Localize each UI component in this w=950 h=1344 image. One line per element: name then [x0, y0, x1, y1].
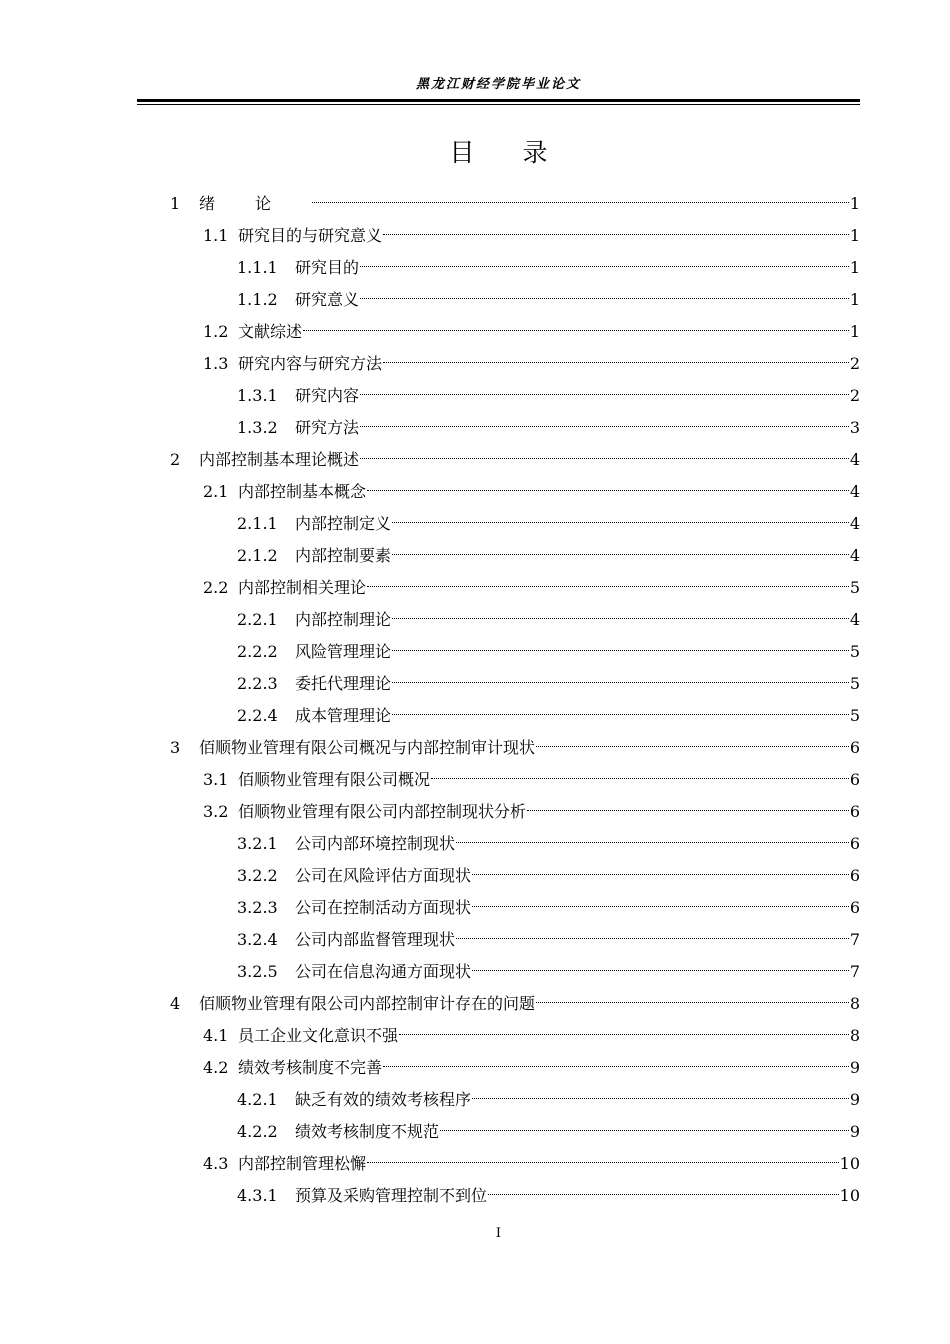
toc-entry-title: 公司内部环境控制现状 — [295, 834, 456, 853]
toc-entry-title: 内部控制定义 — [295, 514, 392, 533]
toc-entry-title: 绪论 — [199, 194, 312, 213]
toc-entry-page: 4 — [849, 482, 860, 501]
toc-entry[interactable] — [170, 188, 860, 220]
toc-entry-number: 3.2.3 — [237, 898, 278, 917]
toc-entry-page: 4 — [849, 610, 860, 629]
toc-dot-leader — [392, 618, 849, 619]
toc-entry-number: 3.1 — [203, 770, 229, 789]
toc-entry-number: 3.2.1 — [237, 834, 278, 853]
toc-entry-title: 佰顺物业管理有限公司内部控制现状分析 — [238, 802, 527, 821]
toc-entry-title: 研究内容与研究方法 — [238, 354, 383, 373]
toc-entry-number: 3.2 — [203, 802, 229, 821]
toc-entry-title: 研究意义 — [295, 290, 360, 309]
toc-entry-page: 6 — [849, 898, 860, 917]
toc-entry-page: 7 — [849, 962, 860, 981]
toc-entry-title: 研究目的与研究意义 — [238, 226, 383, 245]
toc-entry[interactable] — [237, 636, 860, 668]
toc-entry-number: 3.2.5 — [237, 962, 278, 981]
toc-entry[interactable] — [203, 476, 860, 508]
toc-entry-page: 2 — [849, 354, 860, 373]
toc-entry-title: 文献综述 — [238, 322, 303, 341]
toc-entry-number: 1.3.2 — [237, 418, 278, 437]
toc-entry[interactable] — [237, 1084, 860, 1116]
toc-entry-number: 2.2 — [203, 578, 229, 597]
toc-title-right: 录 — [522, 138, 548, 167]
toc-entry-title: 内部控制管理松懈 — [238, 1154, 367, 1173]
toc-entry-page: 6 — [849, 738, 860, 757]
toc-dot-leader — [360, 394, 849, 395]
toc-entry-title: 员工企业文化意识不强 — [238, 1026, 399, 1045]
toc-entry-title: 研究内容 — [295, 386, 360, 405]
toc-entry[interactable] — [170, 732, 860, 764]
toc-entry-page: 3 — [849, 418, 860, 437]
toc-dot-leader — [392, 554, 849, 555]
toc-dot-leader — [360, 298, 849, 299]
toc-dot-leader — [383, 1066, 849, 1067]
toc-entry[interactable] — [237, 860, 860, 892]
toc-entry-title: 成本管理理论 — [295, 706, 392, 725]
toc-dot-leader — [472, 970, 849, 971]
toc-dot-leader — [399, 1034, 849, 1035]
toc-entry[interactable] — [237, 892, 860, 924]
toc-entry-number: 3.2.4 — [237, 930, 278, 949]
toc-entry-title: 佰顺物业管理有限公司概况与内部控制审计现状 — [199, 738, 536, 757]
toc-entry[interactable] — [237, 284, 860, 316]
toc-entry-title: 研究目的 — [295, 258, 360, 277]
toc-entry-title: 内部控制相关理论 — [238, 578, 367, 597]
toc-entry[interactable] — [237, 604, 860, 636]
toc-entry-title: 绩效考核制度不规范 — [295, 1122, 440, 1141]
toc-entry[interactable] — [237, 252, 860, 284]
toc-entry-page: 8 — [849, 994, 860, 1013]
toc-entry-number: 4.3.1 — [237, 1186, 278, 1205]
toc-entry-title: 佰顺物业管理有限公司内部控制审计存在的问题 — [199, 994, 536, 1013]
toc-dot-leader — [456, 938, 849, 939]
toc-dot-leader — [527, 810, 849, 811]
toc-dot-leader — [360, 266, 849, 267]
toc-dot-leader — [488, 1194, 839, 1195]
toc-entry-page: 6 — [849, 834, 860, 853]
toc-dot-leader — [303, 330, 849, 331]
page-header: 黑龙江财经学院毕业论文 — [415, 77, 581, 92]
toc-title-left: 目 — [449, 138, 475, 167]
toc-entry[interactable] — [203, 796, 860, 828]
toc-entry-title: 公司在控制活动方面现状 — [295, 898, 472, 917]
toc-entry-page: 10 — [839, 1186, 860, 1205]
toc-entry-page: 1 — [849, 194, 860, 213]
toc-dot-leader — [472, 874, 849, 875]
toc-entry[interactable] — [203, 1020, 860, 1052]
toc-entry-page: 7 — [849, 930, 860, 949]
toc-entry-title: 内部控制基本理论概述 — [199, 450, 360, 469]
toc-dot-leader — [392, 682, 849, 683]
toc-entry-page: 6 — [849, 866, 860, 885]
toc-entry[interactable] — [237, 668, 860, 700]
toc-entry-number: 2.2.3 — [237, 674, 278, 693]
toc-entry-number: 1.3.1 — [237, 386, 278, 405]
toc-entry[interactable] — [203, 316, 860, 348]
toc-entry-title: 内部控制理论 — [295, 610, 392, 629]
toc-entry[interactable] — [237, 508, 860, 540]
toc-dot-leader — [360, 458, 849, 459]
toc-entry-page: 4 — [849, 514, 860, 533]
toc-entry-title: 内部控制要素 — [295, 546, 392, 565]
toc-entry-title: 缺乏有效的绩效考核程序 — [295, 1090, 472, 1109]
toc-entry-page: 10 — [839, 1154, 860, 1173]
header-rule-thick — [137, 99, 860, 102]
toc-entry-title: 公司内部监督管理现状 — [295, 930, 456, 949]
toc-entry-page: 6 — [849, 802, 860, 821]
toc-entry-number: 4 — [170, 994, 181, 1013]
toc-entry-number: 1 — [170, 194, 181, 213]
toc-dot-leader — [360, 426, 849, 427]
toc-dot-leader — [456, 842, 849, 843]
toc-entry-number: 1.2 — [203, 322, 229, 341]
toc-entry-number: 2.2.2 — [237, 642, 278, 661]
toc-entry-title: 研究方法 — [295, 418, 360, 437]
toc-entry[interactable] — [203, 1148, 860, 1180]
toc-entry-title: 内部控制基本概念 — [238, 482, 367, 501]
toc-entry-number: 1.1.1 — [237, 258, 278, 277]
toc-entry-page: 5 — [849, 674, 860, 693]
header-rule-thin — [137, 104, 860, 105]
toc-dot-leader — [472, 906, 849, 907]
toc-entry-page: 6 — [849, 770, 860, 789]
toc-dot-leader — [536, 746, 849, 747]
toc-dot-leader — [383, 234, 849, 235]
toc-entry-number: 1.3 — [203, 354, 229, 373]
toc-entry-number: 2.1 — [203, 482, 229, 501]
toc-entry-page: 5 — [849, 578, 860, 597]
toc-dot-leader — [440, 1130, 849, 1131]
toc-entry-page: 5 — [849, 706, 860, 725]
toc-entry[interactable] — [237, 412, 860, 444]
toc-entry[interactable] — [203, 348, 860, 380]
toc-entry-number: 2.1.1 — [237, 514, 278, 533]
toc-entry-number: 4.3 — [203, 1154, 229, 1173]
toc-dot-leader — [536, 1002, 849, 1003]
toc-entry[interactable] — [170, 444, 860, 476]
toc-entry-title: 预算及采购管理控制不到位 — [295, 1186, 488, 1205]
toc-entry-number: 2.2.1 — [237, 610, 278, 629]
toc-entry-page: 1 — [849, 226, 860, 245]
toc-entry-number: 2.1.2 — [237, 546, 278, 565]
toc-entry-number: 3 — [170, 738, 181, 757]
toc-entry[interactable] — [237, 1116, 860, 1148]
toc-dot-leader — [392, 650, 849, 651]
toc-entry[interactable] — [237, 828, 860, 860]
toc-dot-leader — [383, 362, 849, 363]
toc-entry-number: 4.2 — [203, 1058, 229, 1077]
toc-entry-page: 8 — [849, 1026, 860, 1045]
toc-entry[interactable] — [203, 1052, 860, 1084]
toc-entry-title: 佰顺物业管理有限公司概况 — [238, 770, 431, 789]
toc-entry-title: 委托代理理论 — [295, 674, 392, 693]
toc-dot-leader — [392, 522, 849, 523]
toc-entry-page: 9 — [849, 1090, 860, 1109]
toc-dot-leader — [392, 714, 849, 715]
toc-entry-page: 1 — [849, 258, 860, 277]
toc-dot-leader — [312, 202, 849, 203]
toc-entry[interactable] — [203, 764, 860, 796]
toc-entry[interactable] — [237, 924, 860, 956]
toc-entry-page: 1 — [849, 290, 860, 309]
toc-entry-number: 4.1 — [203, 1026, 229, 1045]
toc-entry[interactable] — [237, 700, 860, 732]
toc-entry-page: 9 — [849, 1058, 860, 1077]
toc-entry-page: 4 — [849, 450, 860, 469]
toc-entry-number: 2.2.4 — [237, 706, 278, 725]
toc-entry-page: 5 — [849, 642, 860, 661]
toc-entry-title: 绩效考核制度不完善 — [238, 1058, 383, 1077]
toc-entry[interactable] — [237, 540, 860, 572]
toc-entry[interactable] — [203, 220, 860, 252]
page-number: I — [495, 1226, 502, 1241]
toc-title — [137, 136, 860, 170]
toc-entry-number: 4.2.2 — [237, 1122, 278, 1141]
toc-dot-leader — [367, 490, 849, 491]
toc-entry-title: 公司在风险评估方面现状 — [295, 866, 472, 885]
toc-entry-title: 公司在信息沟通方面现状 — [295, 962, 472, 981]
toc-entry-number: 4.2.1 — [237, 1090, 278, 1109]
toc-dot-leader — [472, 1098, 849, 1099]
toc-entry[interactable] — [237, 956, 860, 988]
toc-entry-page: 1 — [849, 322, 860, 341]
toc-entry-page: 9 — [849, 1122, 860, 1141]
toc-entry-number: 1.1 — [203, 226, 229, 245]
toc-entry[interactable] — [170, 988, 860, 1020]
toc-dot-leader — [367, 586, 849, 587]
toc-entry-number: 3.2.2 — [237, 866, 278, 885]
toc-dot-leader — [367, 1162, 839, 1163]
toc-dot-leader — [431, 778, 849, 779]
toc-entry-title: 风险管理理论 — [295, 642, 392, 661]
toc-entry-number: 1.1.2 — [237, 290, 278, 309]
toc-entry-number: 2 — [170, 450, 181, 469]
toc-entry-page: 2 — [849, 386, 860, 405]
toc-entry[interactable] — [203, 572, 860, 604]
toc-entry-page: 4 — [849, 546, 860, 565]
toc-entry[interactable] — [237, 1180, 860, 1212]
toc-entry[interactable] — [237, 380, 860, 412]
